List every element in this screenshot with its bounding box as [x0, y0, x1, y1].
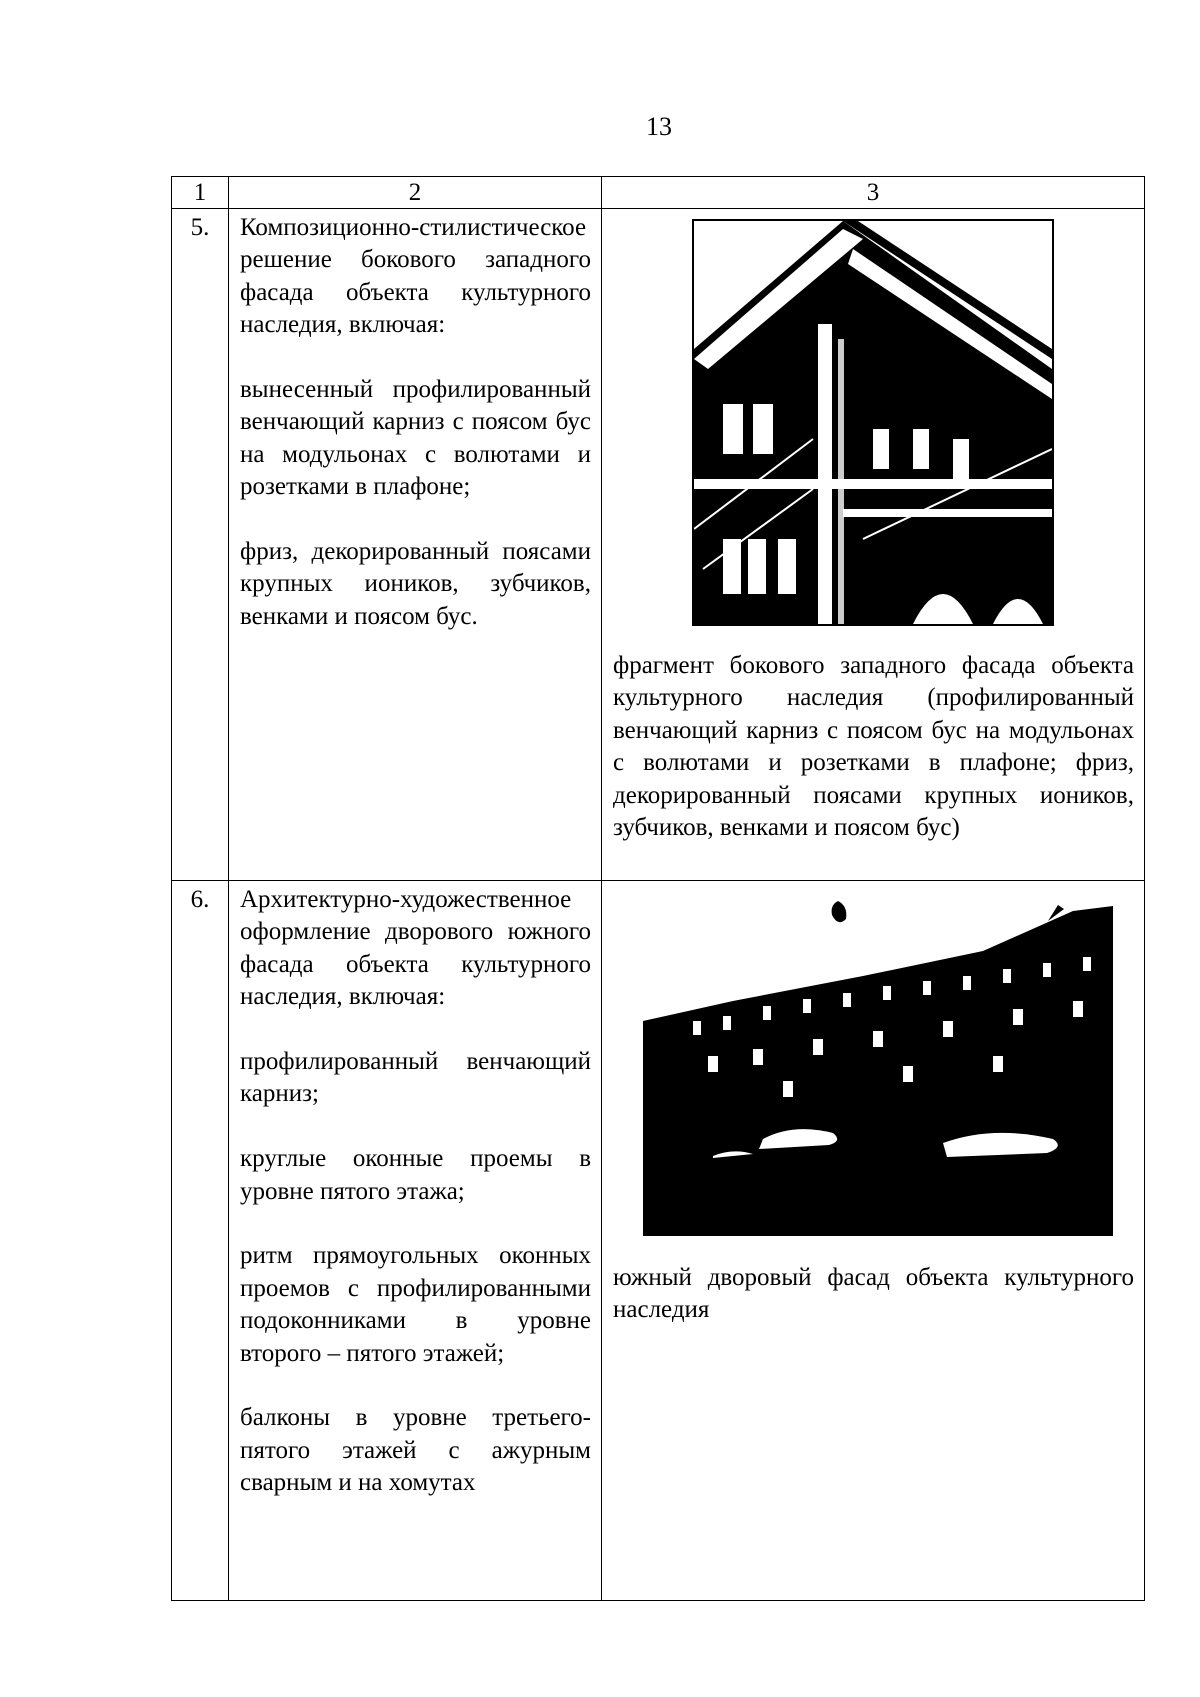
header-cell-3: 3	[602, 177, 1145, 209]
photo-caption: фрагмент бокового западного фасада объекта культурного наследия (профилированный венчающий карниз с поясом бус на модульонах с волютами и розетками в плафоне; фриз, декорированный поясами крупных иоников, зубчиков, венками и поясом бус)	[613, 652, 1134, 842]
facade-fragment-photo	[613, 209, 1135, 650]
description-paragraph: профилированный венчающий карниз;	[240, 1048, 591, 1108]
header-cell-1: 1	[172, 177, 229, 209]
header-cell-2: 2	[229, 177, 602, 209]
feature-description	[229, 881, 602, 1601]
photo-cell	[602, 209, 1145, 881]
courtyard-facade-photo	[613, 881, 1135, 1262]
photo-cell	[602, 881, 1145, 1601]
description-paragraph: Композиционно-стилистическое решение бокового западного фасада объекта культурного наследия, включая:	[240, 214, 591, 339]
description-paragraph: фриз, декорированный поясами крупных иоников, зубчиков, венками и поясом бус.	[240, 538, 591, 630]
row-number: 5.	[172, 209, 229, 881]
photo-area	[613, 209, 1134, 650]
photo-caption: южный дворовый фасад объекта культурного наследия	[613, 1264, 1134, 1324]
row-number: 6.	[172, 881, 229, 1601]
description-paragraph: Архитектурно-художественное оформление дворового южного фасада объекта культурного наследия, включая:	[240, 886, 591, 1011]
table-header-row	[172, 177, 1145, 209]
table-row	[172, 881, 1145, 1601]
photo-area	[613, 881, 1134, 1262]
description-paragraph: вынесенный профилированный венчающий карниз с поясом бус на модульонах с волютами и розетками в плафоне;	[240, 376, 591, 501]
description-paragraph: круглые оконные проемы в уровне пятого этажа;	[240, 1145, 591, 1205]
feature-description	[229, 209, 602, 881]
description-paragraph: ритм прямоугольных оконных проемов с профилированными подоконниками в уровне второго – пятого этажей;	[240, 1242, 591, 1367]
monument-features-table	[171, 176, 1145, 1601]
page-number: 13	[646, 112, 672, 141]
description-paragraph: балконы в уровне третьего-пятого этажей с ажурным сварным и на хомутах	[240, 1404, 591, 1497]
table-row	[172, 209, 1145, 881]
